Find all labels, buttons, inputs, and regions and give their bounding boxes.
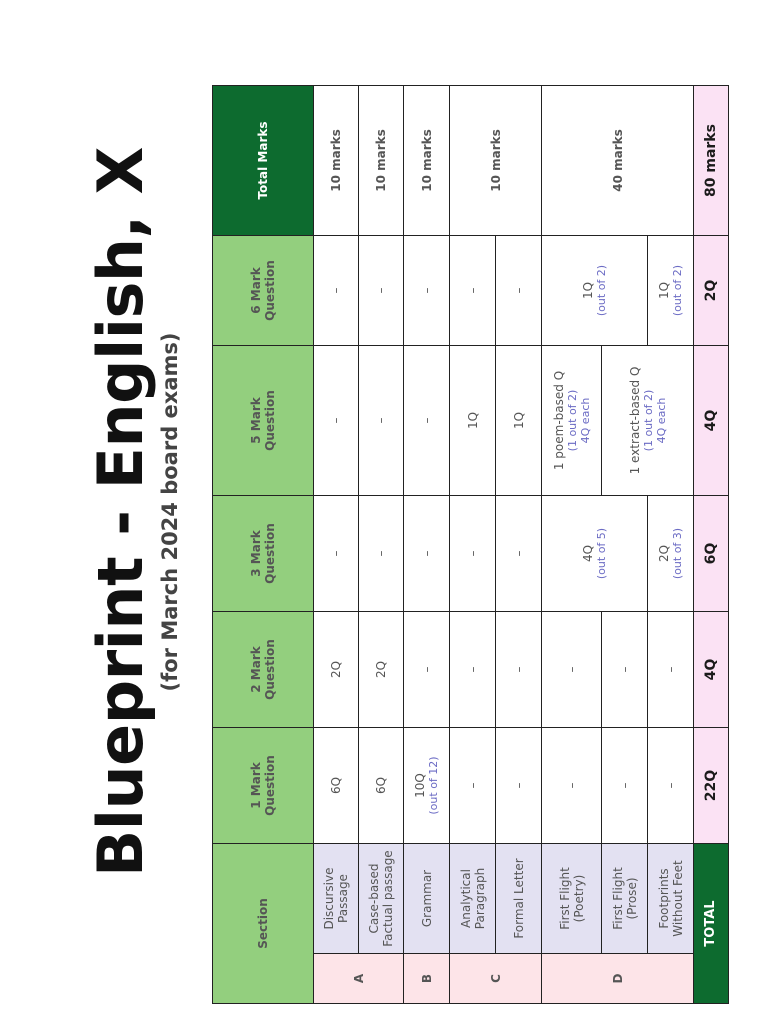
cell-ffpoetry-q5 [542, 346, 602, 496]
section-letter-d: D [542, 954, 694, 1004]
cell-ffprose-q5 [602, 346, 694, 496]
header-total-marks: Total Marks [213, 86, 314, 236]
cell-letter-q5: 1Q [496, 346, 542, 496]
total-q3: 6Q [694, 496, 729, 612]
cell-first-flight-q3-note: (out of 5) [595, 527, 608, 580]
cell-discursive-q2: 2Q [314, 612, 359, 728]
cell-grammar-q1 [404, 728, 450, 844]
cell-grammar-q2: – [404, 612, 450, 728]
table-row [359, 86, 404, 1004]
cell-discursive-total: 10 marks [314, 86, 359, 236]
cell-letter-q6: – [496, 236, 542, 346]
cell-casebased-q6: – [359, 236, 404, 346]
header-row [213, 86, 314, 1004]
cell-analytical-q5: 1Q [450, 346, 496, 496]
cell-ffpoetry-q5-note: (1 out of 2) 4Q each [565, 389, 592, 452]
cell-ffpoetry-q1: – [542, 728, 602, 844]
table-row [404, 86, 450, 1004]
row-name-discursive: Discursive Passage [314, 844, 359, 954]
cell-discursive-q1: 6Q [314, 728, 359, 844]
cell-casebased-total: 10 marks [359, 86, 404, 236]
cell-letter-q2: – [496, 612, 542, 728]
cell-casebased-q1: 6Q [359, 728, 404, 844]
total-q2: 4Q [694, 612, 729, 728]
section-letter-a: A [314, 954, 404, 1004]
cell-analytical-q3: – [450, 496, 496, 612]
section-letter-c: C [450, 954, 542, 1004]
row-name-ff-poetry: First Flight (Poetry) [542, 844, 602, 954]
total-q6: 2Q [694, 236, 729, 346]
page-title: Blueprint - English, X [84, 147, 157, 877]
cell-letter-q1: – [496, 728, 542, 844]
table-row [542, 86, 602, 1004]
header-2-mark: 2 Mark Question [213, 612, 314, 728]
cell-section-c-total: 10 marks [450, 86, 542, 236]
cell-ffprose-q2: – [602, 612, 648, 728]
cell-footprints-q3-value: 2Q [657, 544, 671, 563]
cell-first-flight-q6-note: (out of 2) [595, 264, 608, 317]
cell-footprints-q3-note: (out of 3) [671, 527, 684, 580]
cell-first-flight-q3-value: 4Q [581, 544, 595, 563]
cell-first-flight-q3 [542, 496, 648, 612]
cell-discursive-q5: – [314, 346, 359, 496]
cell-first-flight-q6-value: 1Q [581, 281, 595, 300]
cell-discursive-q3: – [314, 496, 359, 612]
section-letter-b: B [404, 954, 450, 1004]
row-name-casebased: Case-based Factual passage [359, 844, 404, 954]
total-q1: 22Q [694, 728, 729, 844]
cell-analytical-q6: – [450, 236, 496, 346]
cell-ffprose-q5-value: 1 extract-based Q [627, 366, 642, 475]
cell-footprints-q1: – [648, 728, 694, 844]
row-name-ff-prose: First Flight (Prose) [602, 844, 648, 954]
cell-grammar-q6: – [404, 236, 450, 346]
cell-grammar-q3: – [404, 496, 450, 612]
cell-footprints-q3 [648, 496, 694, 612]
row-name-formal-letter: Formal Letter [496, 844, 542, 954]
cell-casebased-q5: – [359, 346, 404, 496]
cell-grammar-q1-note: (out of 12) [427, 756, 440, 815]
total-label: TOTAL [694, 844, 729, 1004]
cell-grammar-q5: – [404, 346, 450, 496]
cell-footprints-q6 [648, 236, 694, 346]
cell-casebased-q3: – [359, 496, 404, 612]
row-name-grammar: Grammar [404, 844, 450, 954]
table-row [314, 86, 359, 1004]
header-section: Section [213, 844, 314, 1004]
cell-ffprose-q5-note: (1 out of 2) 4Q each [641, 389, 668, 452]
header-3-mark: 3 Mark Question [213, 496, 314, 612]
cell-discursive-q6: – [314, 236, 359, 346]
cell-ffprose-q1: – [602, 728, 648, 844]
cell-casebased-q2: 2Q [359, 612, 404, 728]
header-1-mark: 1 Mark Question [213, 728, 314, 844]
total-row [694, 86, 729, 1004]
row-name-analytical: Analytical Paragraph [450, 844, 496, 954]
cell-analytical-q2: – [450, 612, 496, 728]
cell-grammar-total: 10 marks [404, 86, 450, 236]
header-6-mark: 6 Mark Question [213, 236, 314, 346]
cell-footprints-q2: – [648, 612, 694, 728]
cell-footprints-q6-note: (out of 2) [671, 264, 684, 317]
cell-first-flight-q6 [542, 236, 648, 346]
cell-section-d-total: 40 marks [542, 86, 694, 236]
total-q5: 4Q [694, 346, 729, 496]
cell-grammar-q1-value: 10Q [413, 773, 427, 798]
row-name-footprints: Footprints Without Feet [648, 844, 694, 954]
cell-analytical-q1: – [450, 728, 496, 844]
cell-ffpoetry-q2: – [542, 612, 602, 728]
cell-letter-q3: – [496, 496, 542, 612]
cell-footprints-q6-value: 1Q [657, 281, 671, 300]
page-subtitle: (for March 2024 board exams) [158, 332, 182, 692]
total-marks: 80 marks [694, 86, 729, 236]
cell-ffpoetry-q5-value: 1 poem-based Q [551, 370, 566, 471]
header-5-mark: 5 Mark Question [213, 346, 314, 496]
blueprint-table [212, 85, 729, 1004]
table-row [450, 86, 496, 1004]
